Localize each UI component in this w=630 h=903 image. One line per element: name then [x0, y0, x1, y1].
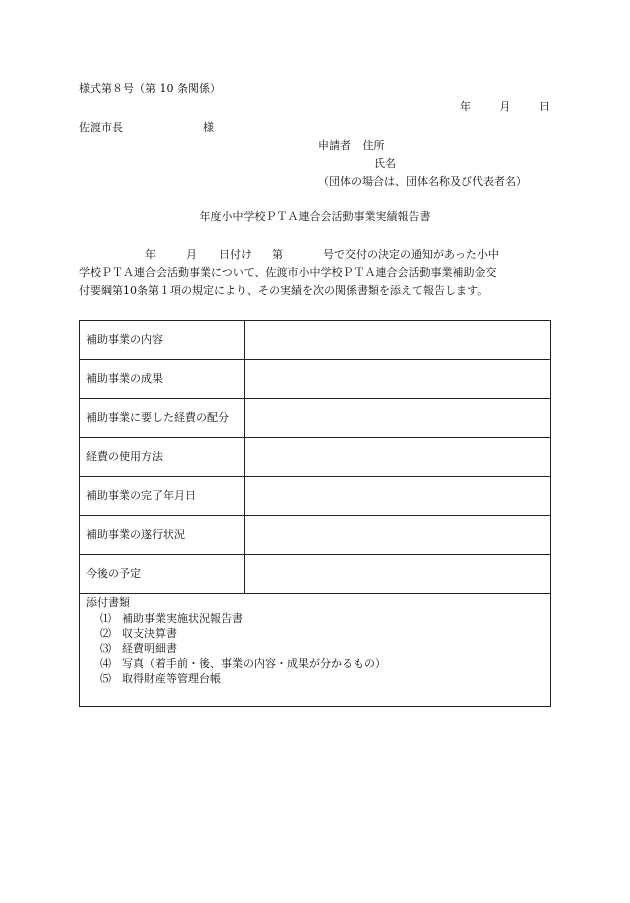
row-value	[245, 477, 551, 516]
applicant-address-row	[318, 139, 385, 153]
applicant-name-row	[374, 157, 396, 171]
attachments-row	[80, 594, 551, 707]
row-label: 今後の予定	[80, 555, 245, 594]
form-number: 様式第８号（第 10 条関係）	[79, 82, 221, 95]
date-month: 月	[499, 100, 511, 113]
list-item	[86, 626, 544, 641]
attachment-number: ⑴	[100, 612, 111, 625]
report-table	[79, 320, 551, 707]
body-line-3: 付要綱第10条第１項の規定により、その実績を次の関係書類を添えて報告します。	[79, 284, 489, 297]
attachment-number: ⑵	[100, 627, 111, 640]
list-item	[86, 641, 544, 656]
table-row	[80, 399, 551, 438]
date-day: 日	[539, 100, 550, 113]
attachment-number: ⑶	[100, 642, 111, 655]
row-value	[245, 321, 551, 360]
body-day-dated: 日付け	[219, 248, 252, 261]
body-number-prefix: 第	[272, 248, 283, 261]
row-value	[245, 360, 551, 399]
row-label: 補助事業の内容	[80, 321, 245, 360]
row-value	[245, 555, 551, 594]
row-value	[245, 438, 551, 477]
attachment-text: 写真（着手前・後、事業の内容・成果が分かるもの）	[122, 657, 386, 670]
attachment-text: 取得財産等管理台帳	[122, 672, 221, 685]
addressee-honorific: 様	[203, 121, 214, 134]
attachments-cell	[80, 594, 551, 707]
body-paragraph	[79, 246, 553, 300]
table-row	[80, 555, 551, 594]
document-title: 年度小中学校ＰＴＡ連合会活動事業実績報告書	[199, 210, 431, 223]
attachments-label: 添付書類	[86, 596, 130, 609]
row-label: 補助事業に要した経費の配分	[80, 399, 245, 438]
row-label: 補助事業の完了年月日	[80, 477, 245, 516]
table-row	[80, 321, 551, 360]
list-item	[86, 656, 544, 671]
row-label: 補助事業の成果	[80, 360, 245, 399]
attachment-number: ⑸	[100, 672, 111, 685]
row-value	[245, 516, 551, 555]
body-line1-rest: 号で交付の決定の通知があった小中	[323, 248, 499, 261]
date-line	[460, 100, 550, 114]
body-month: 月	[186, 248, 197, 261]
row-label: 経費の使用方法	[80, 438, 245, 477]
row-label: 補助事業の遂行状況	[80, 516, 245, 555]
body-line-2: 学校ＰＴＡ連合会活動事業について、佐渡市小中学校ＰＴＡ連合会活動事業補助金交	[79, 266, 497, 279]
attachment-text: 補助事業実施状況報告書	[122, 612, 243, 625]
list-item	[86, 671, 544, 686]
address-label: 住所	[362, 139, 385, 152]
row-value	[245, 399, 551, 438]
name-label: 氏名	[374, 157, 396, 170]
attachment-text: 経費明細書	[122, 642, 177, 655]
table-row	[80, 438, 551, 477]
applicant-label: 申請者	[318, 139, 351, 152]
group-note: （団体の場合は、団体名称及び代表者名）	[318, 175, 527, 188]
addressee	[79, 121, 214, 135]
table-row	[80, 360, 551, 399]
attachment-number: ⑷	[100, 657, 111, 670]
addressee-name: 佐渡市長	[79, 121, 123, 134]
date-year: 年	[460, 100, 471, 113]
list-item	[86, 611, 544, 626]
body-line-1	[79, 246, 553, 264]
table-row	[80, 477, 551, 516]
table-row	[80, 516, 551, 555]
body-year: 年	[145, 248, 156, 261]
attachment-text: 収支決算書	[122, 627, 177, 640]
